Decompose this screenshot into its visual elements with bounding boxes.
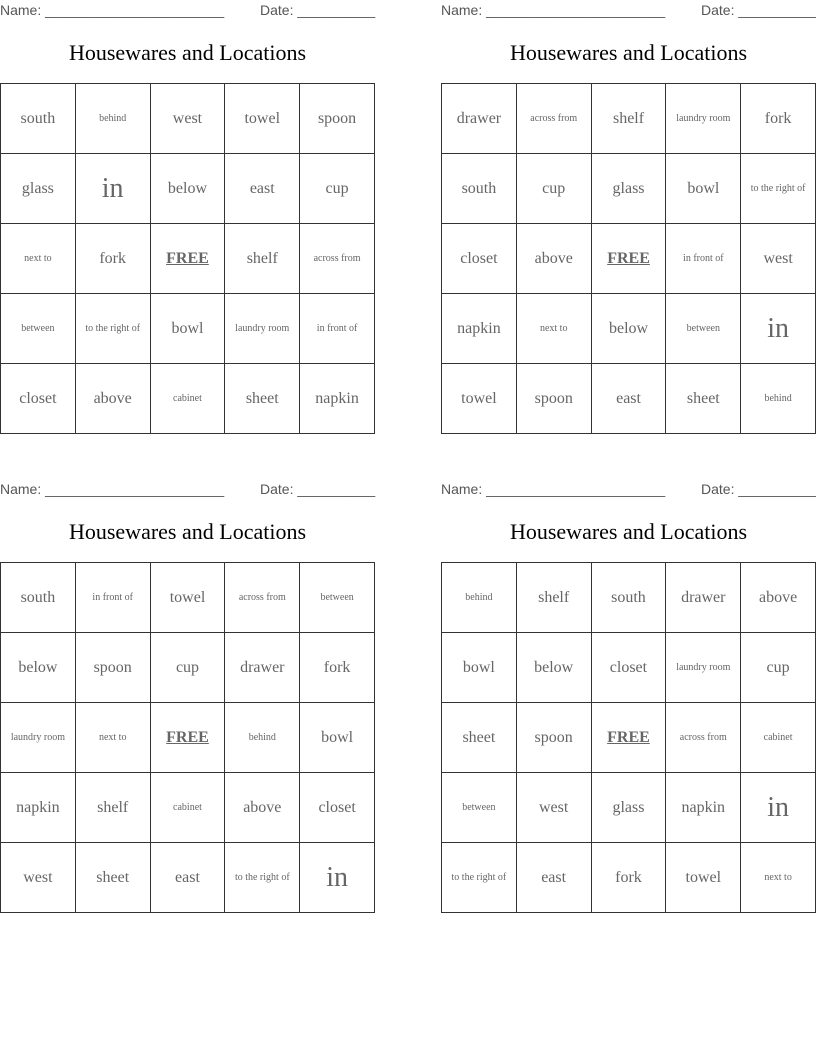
bingo-cell: across from xyxy=(225,563,300,633)
bingo-cell: in xyxy=(300,843,375,913)
bingo-cell: sheet xyxy=(75,843,150,913)
bingo-cell: to the right of xyxy=(741,154,816,224)
bingo-cell: between xyxy=(666,294,741,364)
bingo-cell: in front of xyxy=(75,563,150,633)
grid-row xyxy=(1,633,375,703)
bingo-cell: fork xyxy=(741,84,816,154)
bingo-cell: east xyxy=(150,843,225,913)
bingo-cell: napkin xyxy=(666,773,741,843)
bingo-cell: towel xyxy=(666,843,741,913)
bingo-cell: glass xyxy=(1,154,76,224)
bingo-cell: in xyxy=(741,294,816,364)
bingo-cell: to the right of xyxy=(75,294,150,364)
name-field-label: Name: _______________________ xyxy=(441,481,666,497)
bingo-cell: laundry room xyxy=(666,84,741,154)
bingo-cell: next to xyxy=(1,224,76,294)
bingo-cell: towel xyxy=(150,563,225,633)
bingo-cell: south xyxy=(591,563,666,633)
bingo-cell: closet xyxy=(442,224,517,294)
bingo-cell: fork xyxy=(75,224,150,294)
bingo-cell: shelf xyxy=(591,84,666,154)
bingo-cell: in front of xyxy=(666,224,741,294)
grid-row xyxy=(1,84,375,154)
name-field-label: Name: _______________________ xyxy=(441,2,666,18)
bingo-cell: below xyxy=(591,294,666,364)
bingo-cell: behind xyxy=(225,703,300,773)
bingo-cell: cabinet xyxy=(150,773,225,843)
bingo-cell: fork xyxy=(300,633,375,703)
bingo-cell: in xyxy=(741,773,816,843)
bingo-cell: west xyxy=(516,773,591,843)
bingo-cell: above xyxy=(75,364,150,434)
bingo-grid xyxy=(0,562,375,913)
bingo-cell: across from xyxy=(516,84,591,154)
bingo-cell: cabinet xyxy=(741,703,816,773)
bingo-cell: to the right of xyxy=(225,843,300,913)
name-date-row xyxy=(0,479,375,499)
name-date-row xyxy=(0,0,375,20)
bingo-cell: bowl xyxy=(442,633,517,703)
bingo-cell: in xyxy=(75,154,150,224)
bingo-cell: cup xyxy=(741,633,816,703)
bingo-cell: drawer xyxy=(442,84,517,154)
bingo-cell: towel xyxy=(225,84,300,154)
grid-row xyxy=(1,703,375,773)
bingo-cell: glass xyxy=(591,154,666,224)
bingo-cell: below xyxy=(516,633,591,703)
bingo-cell: east xyxy=(591,364,666,434)
bingo-cell: napkin xyxy=(442,294,517,364)
grid-row xyxy=(442,154,816,224)
grid-row xyxy=(442,563,816,633)
bingo-cell: above xyxy=(516,224,591,294)
grid-row xyxy=(442,633,816,703)
name-date-row xyxy=(441,0,816,20)
bingo-cell: closet xyxy=(591,633,666,703)
card-title: Housewares and Locations xyxy=(68,40,307,65)
bingo-cell: sheet xyxy=(442,703,517,773)
bingo-cell: across from xyxy=(300,224,375,294)
bingo-grid xyxy=(0,83,375,434)
bingo-cell: shelf xyxy=(75,773,150,843)
bingo-cell: cup xyxy=(300,154,375,224)
grid-row xyxy=(442,294,816,364)
card-title: Housewares and Locations xyxy=(509,40,748,65)
bingo-cell: fork xyxy=(591,843,666,913)
bingo-cell: shelf xyxy=(516,563,591,633)
free-space-cell: FREE xyxy=(591,224,666,294)
grid-row xyxy=(1,154,375,224)
grid-row xyxy=(442,224,816,294)
card-title: Housewares and Locations xyxy=(68,519,307,544)
grid-row xyxy=(442,703,816,773)
bingo-cell: south xyxy=(1,84,76,154)
bingo-cell: to the right of xyxy=(442,843,517,913)
bingo-cell: drawer xyxy=(666,563,741,633)
bingo-cell: spoon xyxy=(75,633,150,703)
grid-row xyxy=(442,843,816,913)
free-space-cell: FREE xyxy=(591,703,666,773)
bingo-cell: napkin xyxy=(300,364,375,434)
free-space-cell: FREE xyxy=(150,224,225,294)
grid-row xyxy=(1,773,375,843)
grid-row xyxy=(1,563,375,633)
bingo-cell: west xyxy=(150,84,225,154)
bingo-cell: above xyxy=(741,563,816,633)
bingo-cell: between xyxy=(442,773,517,843)
grid-row xyxy=(442,364,816,434)
bingo-cell: below xyxy=(1,633,76,703)
free-space-cell: FREE xyxy=(150,703,225,773)
bingo-cell: between xyxy=(300,563,375,633)
bingo-cell: bowl xyxy=(666,154,741,224)
grid-row xyxy=(442,84,816,154)
bingo-cell: next to xyxy=(741,843,816,913)
bingo-cell: cup xyxy=(150,633,225,703)
card-title: Housewares and Locations xyxy=(509,519,748,544)
bingo-cell: in front of xyxy=(300,294,375,364)
bingo-cell: laundry room xyxy=(1,703,76,773)
name-field-label: Name: _______________________ xyxy=(0,481,225,497)
bingo-cell: west xyxy=(1,843,76,913)
bingo-cell: spoon xyxy=(300,84,375,154)
date-field-label: Date: __________ xyxy=(260,2,376,18)
grid-row xyxy=(1,224,375,294)
name-date-row xyxy=(441,479,816,499)
bingo-cell: napkin xyxy=(1,773,76,843)
bingo-cell: sheet xyxy=(666,364,741,434)
bingo-cell: behind xyxy=(741,364,816,434)
bingo-cell: drawer xyxy=(225,633,300,703)
bingo-cell: behind xyxy=(75,84,150,154)
date-field-label: Date: __________ xyxy=(260,481,376,497)
bingo-cell: bowl xyxy=(150,294,225,364)
bingo-cell: behind xyxy=(442,563,517,633)
bingo-cell: shelf xyxy=(225,224,300,294)
bingo-cell: between xyxy=(1,294,76,364)
bingo-cell: towel xyxy=(442,364,517,434)
bingo-grid xyxy=(441,562,816,913)
bingo-cell: spoon xyxy=(516,364,591,434)
bingo-cell: east xyxy=(516,843,591,913)
bingo-cell: cup xyxy=(516,154,591,224)
date-field-label: Date: __________ xyxy=(701,2,816,18)
grid-row xyxy=(442,773,816,843)
bingo-cell: closet xyxy=(1,364,76,434)
bingo-cell: above xyxy=(225,773,300,843)
bingo-cell: closet xyxy=(300,773,375,843)
grid-row xyxy=(1,364,375,434)
bingo-cell: across from xyxy=(666,703,741,773)
bingo-cell: spoon xyxy=(516,703,591,773)
bingo-cell: below xyxy=(150,154,225,224)
bingo-cell: east xyxy=(225,154,300,224)
bingo-cell: laundry room xyxy=(666,633,741,703)
bingo-cell: south xyxy=(442,154,517,224)
name-field-label: Name: _______________________ xyxy=(0,2,225,18)
bingo-cell: west xyxy=(741,224,816,294)
bingo-cell: next to xyxy=(516,294,591,364)
bingo-cell: sheet xyxy=(225,364,300,434)
bingo-cell: bowl xyxy=(300,703,375,773)
date-field-label: Date: __________ xyxy=(701,481,816,497)
bingo-cell: cabinet xyxy=(150,364,225,434)
bingo-grid xyxy=(441,83,816,434)
bingo-cell: next to xyxy=(75,703,150,773)
bingo-cell: glass xyxy=(591,773,666,843)
grid-row xyxy=(1,843,375,913)
bingo-cell: south xyxy=(1,563,76,633)
grid-row xyxy=(1,294,375,364)
bingo-cell: laundry room xyxy=(225,294,300,364)
